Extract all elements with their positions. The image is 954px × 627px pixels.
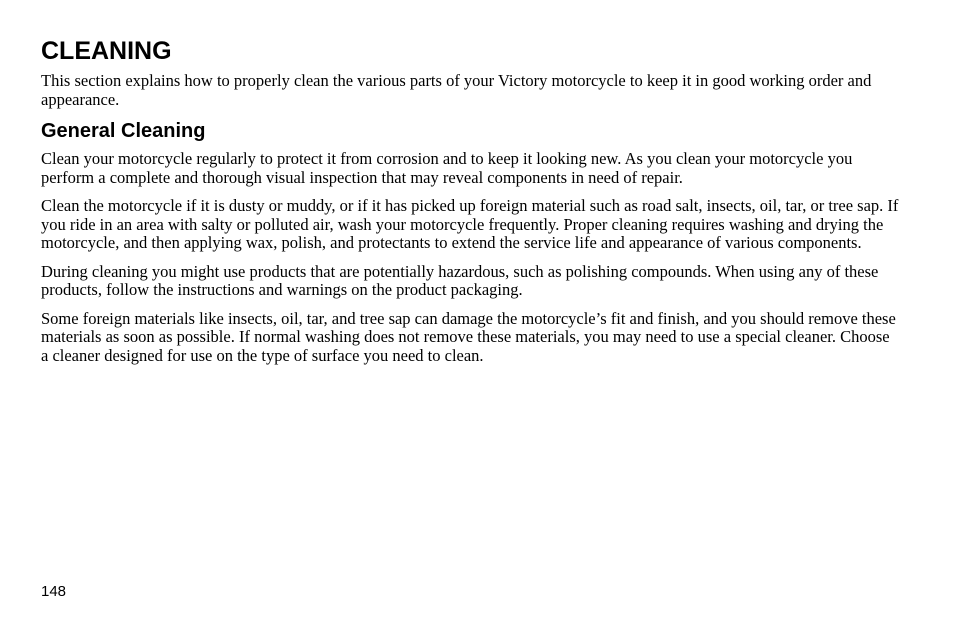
body-paragraph-2: Clean the motorcycle if it is dusty or muddy, or if it has picked up foreign material such as road salt, insects, oil, tar, or tree sap. If you ride in an area with salty or polluted air, wash your motorcycle frequently. Proper cleaning requires washing and drying the motorcycle, and then applying wax, polish, and protectants to extend the service life and appearance of various components. [41, 196, 899, 252]
body-paragraph-1: Clean your motorcycle regularly to protect it from corrosion and to keep it looking new. As you clean your motorcycle you perform a complete and thorough visual inspection that may reveal components in need of repair. [41, 149, 853, 187]
subsection-title: General Cleaning [41, 120, 206, 142]
body-paragraph-4: Some foreign materials like insects, oil, tar, and tree sap can damage the motorcycle’s fit and finish, and you should remove these materials as soon as possible. If normal washing does not remove these materials, you may need to use a special cleaner. Choose a cleaner designed for use on the type of surface you need to clean. [41, 308, 896, 365]
body-paragraph-3: During cleaning you might use products that are potentially hazardous, such as polishing compounds. When using any of these products, follow the instructions and warnings on the product packaging. [41, 261, 879, 299]
page-content [41, 36, 901, 375]
section-title: CLEANING [41, 37, 172, 65]
page-number: 148 [41, 583, 67, 600]
intro-paragraph: This section explains how to properly clean the various parts of your Victory motorcycle to keep it in good working order and appearance. [41, 71, 872, 109]
